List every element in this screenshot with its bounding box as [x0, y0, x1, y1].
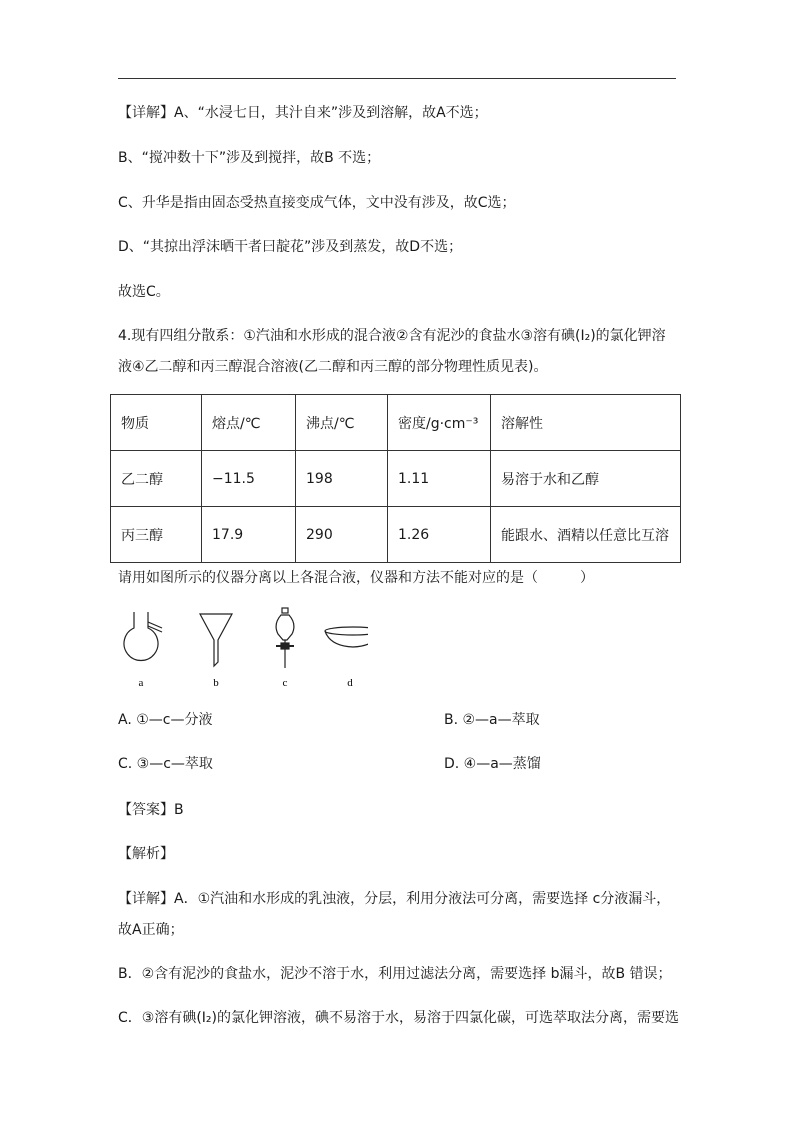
explanation-line-a: 【详解】A、“水浸七日，其汁自来”涉及到溶解，故A不选；	[118, 105, 488, 121]
detail-line-2: 故A正确；	[118, 922, 184, 938]
apparatus-label: a	[138, 677, 144, 689]
option-d: D. ④—a—蒸馏	[444, 756, 541, 772]
table-header-cell: 密度/g·cm⁻³	[388, 395, 491, 451]
table-cell: 能跟水、酒精以任意比互溶	[491, 507, 681, 563]
detail-line-3: B．②含有泥沙的食盐水，泥沙不溶于水，利用过滤法分离，需要选择 b漏斗，故B 错误；	[118, 966, 672, 982]
apparatus-label: b	[213, 677, 219, 689]
table-header-cell: 熔点/℃	[202, 395, 296, 451]
apparatus-label: d	[347, 677, 353, 689]
property-table	[110, 394, 681, 563]
question-ask-line: 请用如图所示的仪器分离以上各混合液，仪器和方法不能对应的是（ ）	[118, 570, 594, 586]
table-header-cell: 沸点/℃	[296, 395, 388, 451]
explanation-line-d: D、“其掠出浮沫晒干者曰靛花”涉及到蒸发，故D不选；	[118, 239, 463, 255]
option-b: B. ②—a—萃取	[444, 712, 540, 728]
separatory-funnel-icon	[276, 608, 294, 668]
table-header-cell: 物质	[111, 395, 202, 451]
evaporating-dish-icon	[325, 627, 368, 647]
table-cell: 290	[296, 507, 388, 563]
question-intro-line-1: 4.现有四组分散系：①汽油和水形成的混合液②含有泥沙的食盐水③溶有碘(I₂)的氯化钾溶	[118, 328, 666, 344]
table-cell: 1.11	[388, 451, 491, 507]
answer-line: 【答案】B	[118, 802, 184, 818]
option-c: C. ③—c—萃取	[118, 756, 213, 772]
detail-line-4: C．③溶有碘(I₂)的氯化钾溶液，碘不易溶于水，易溶于四氯化碳，可选萃取法分离，需要选	[118, 1010, 679, 1026]
distillation-flask-icon	[124, 612, 162, 660]
table-cell: −11.5	[202, 451, 296, 507]
conclusion-line: 故选C。	[118, 284, 170, 300]
apparatus-figure	[118, 606, 368, 696]
table-row	[111, 451, 681, 507]
table-header-row	[111, 395, 681, 451]
detail-line-1: 【详解】A．①汽油和水形成的乳浊液，分层，利用分液法可分离，需要选择 c分液漏斗，	[118, 891, 671, 907]
question-intro-line-2: 液④乙二醇和丙三醇混合溶液(乙二醇和丙三醇的部分物理性质见表)。	[118, 359, 548, 375]
header-rule	[118, 78, 676, 79]
apparatus-label: c	[282, 677, 288, 689]
table-cell: 易溶于水和乙醇	[491, 451, 681, 507]
explanation-line-c: C、升华是指由固态受热直接变成气体，文中没有涉及，故C选；	[118, 195, 516, 211]
table-header-cell: 溶解性	[491, 395, 681, 451]
funnel-icon	[200, 614, 232, 666]
table-cell: 乙二醇	[111, 451, 202, 507]
table-row	[111, 507, 681, 563]
option-a: A. ①—c—分液	[118, 712, 213, 728]
table-cell: 198	[296, 451, 388, 507]
explanation-line-b: B、“搅冲数十下”涉及到搅拌，故B 不选；	[118, 150, 381, 166]
table-cell: 1.26	[388, 507, 491, 563]
analysis-heading: 【解析】	[118, 846, 174, 862]
table-cell: 17.9	[202, 507, 296, 563]
table-cell: 丙三醇	[111, 507, 202, 563]
